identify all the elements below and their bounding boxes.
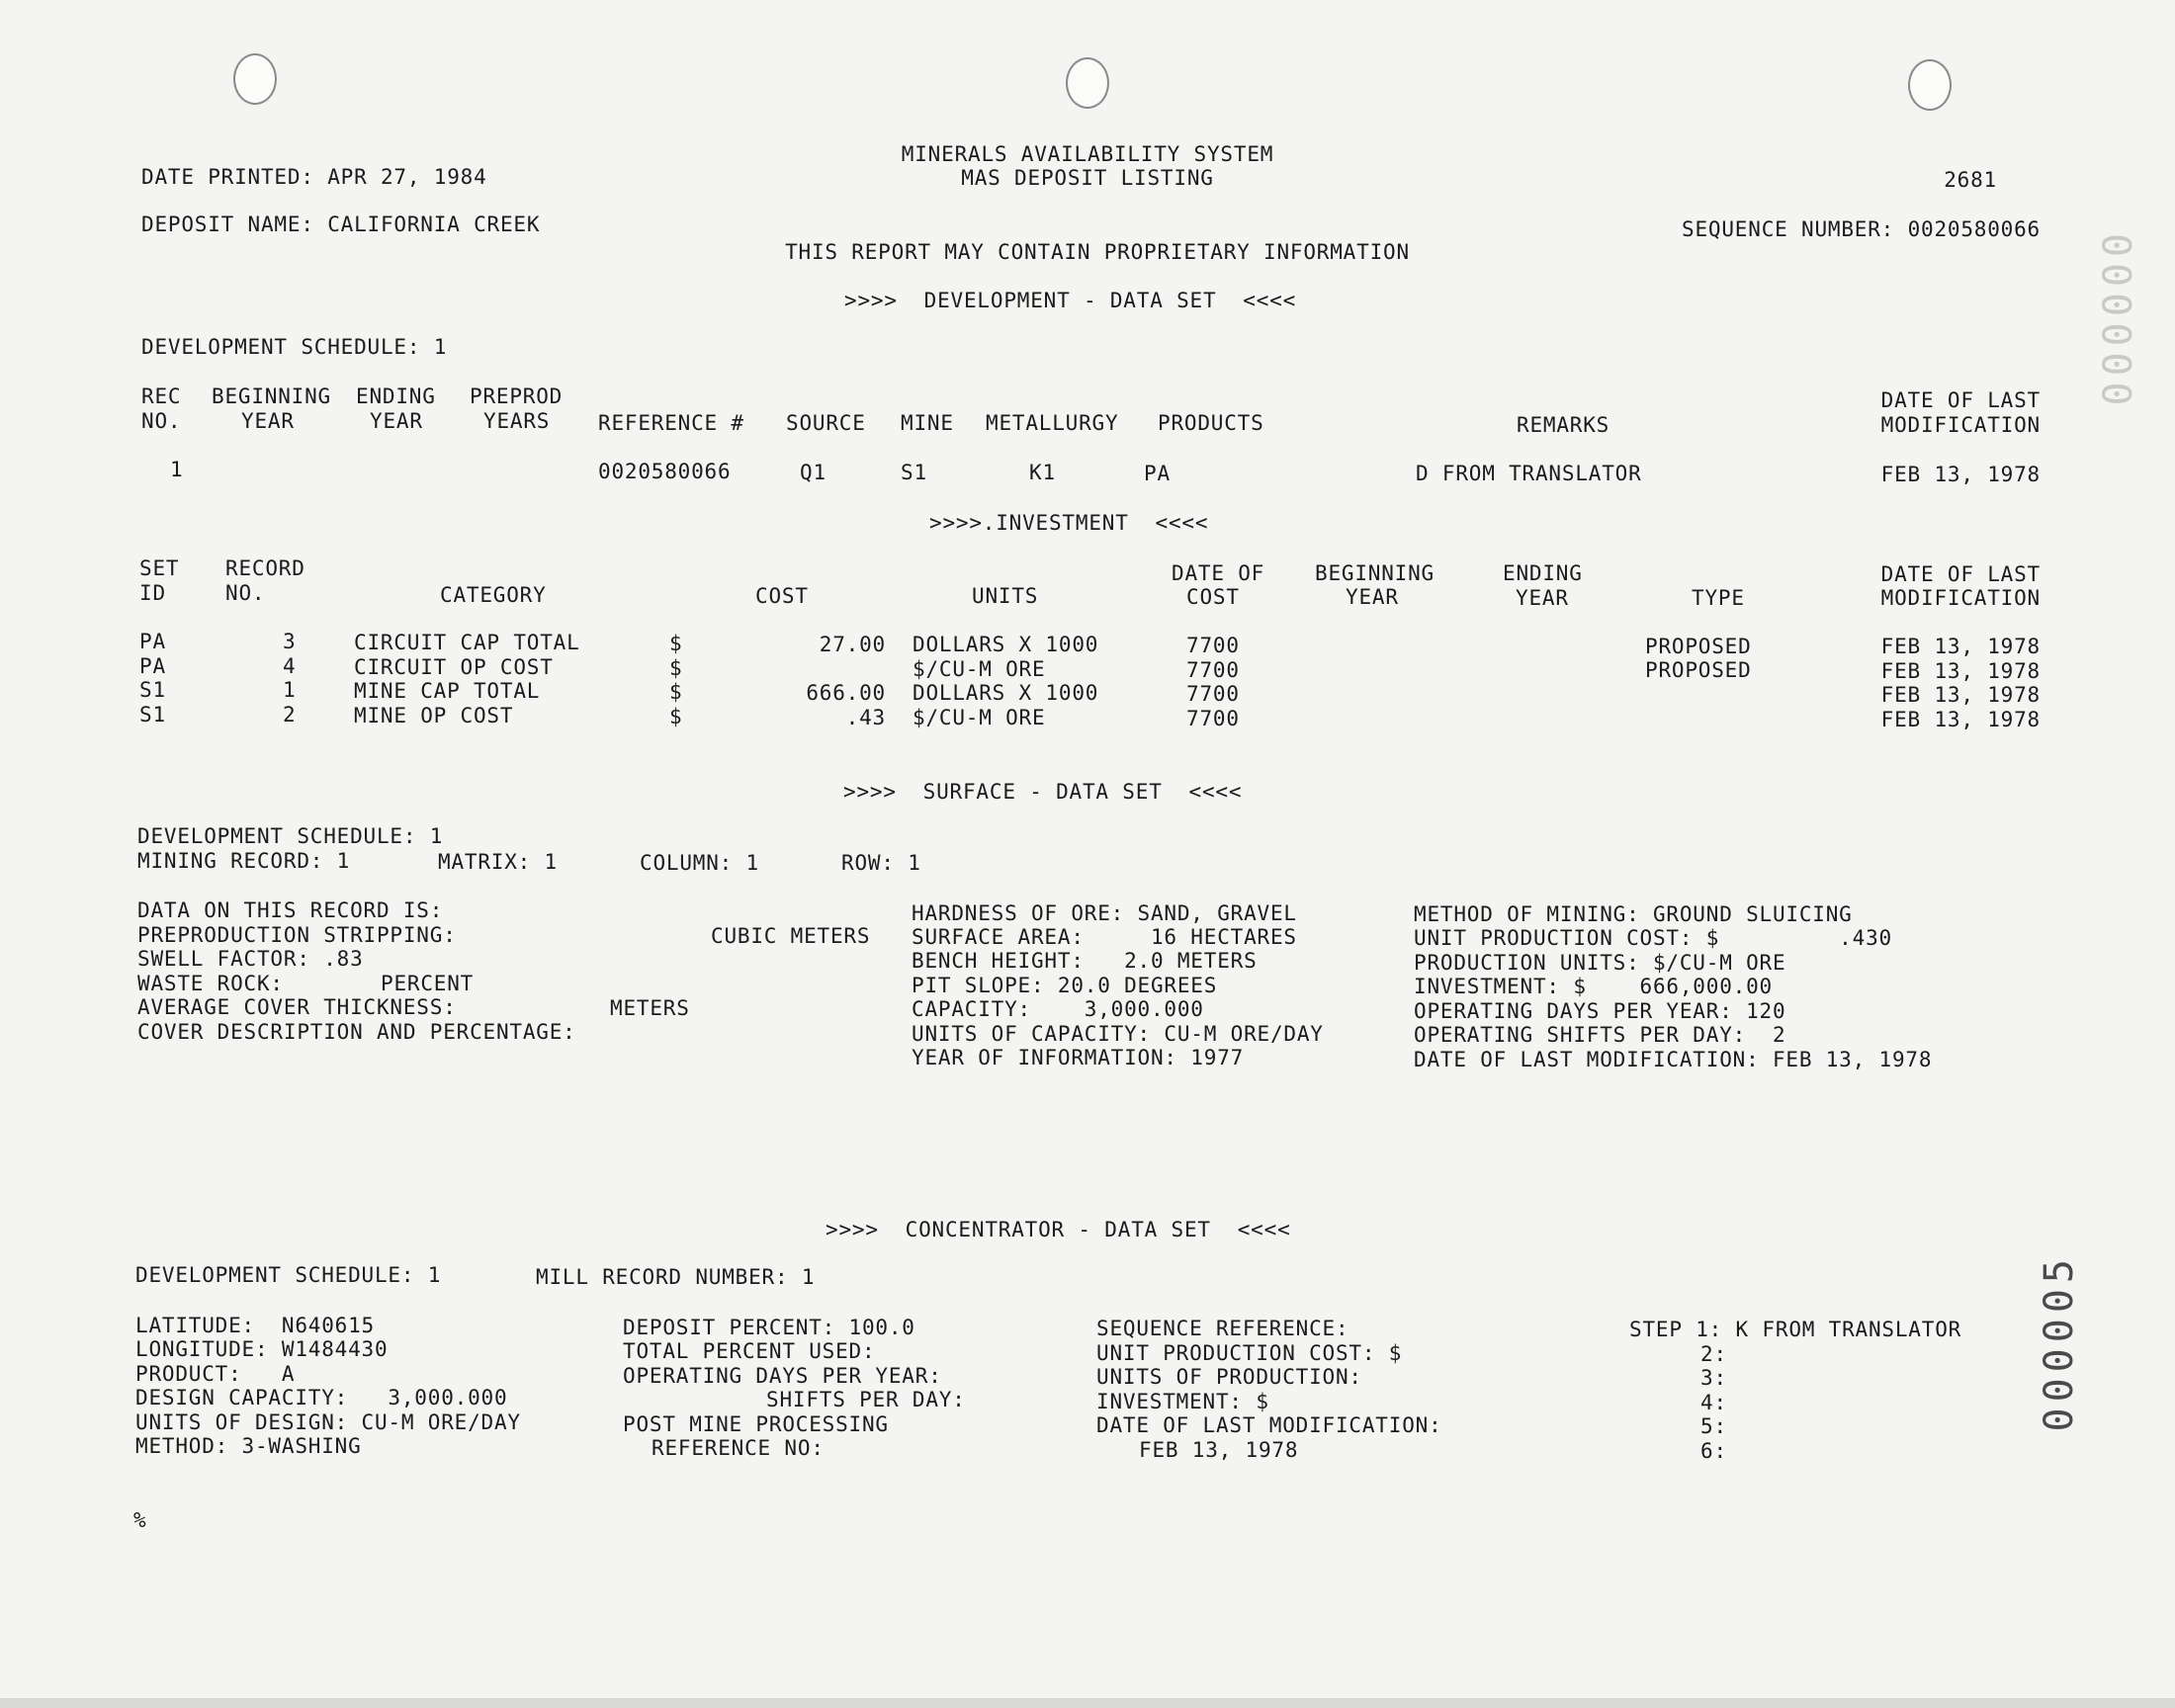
bench-height: BENCH HEIGHT: 2.0 METERS — [912, 949, 1258, 973]
investment-section-title: >>>>.INVESTMENT <<<< — [929, 511, 1209, 535]
waste-rock: WASTE ROCK: — [137, 972, 284, 995]
dev-header-metallurgy: METALLURGY — [986, 411, 1119, 435]
inv-row-currency: $ — [669, 680, 683, 704]
development-section-title: >>>> DEVELOPMENT - DATA SET <<<< — [844, 289, 1297, 312]
inv-row-currency: $ — [669, 656, 683, 680]
design-capacity: DESIGN CAPACITY: 3,000.000 — [135, 1386, 508, 1409]
inv-row-record: 2 — [283, 703, 297, 726]
latitude: LATITUDE: N640615 — [135, 1314, 375, 1337]
dev-header-remarks: REMARKS — [1517, 413, 1610, 437]
unit-production-cost: UNIT PRODUCTION COST: $ .430 — [1414, 926, 1892, 950]
inv-row-units: $/CU-M ORE — [913, 706, 1046, 729]
stripping-units: CUBIC METERS — [711, 924, 871, 948]
dev-header-source: SOURCE — [786, 411, 866, 435]
inv-row-date-of-cost: 7700 — [1186, 707, 1240, 730]
inv-header-record: RECORD — [225, 556, 305, 580]
dev-row-products: PA — [1144, 462, 1171, 485]
inv-row-set: PA — [139, 630, 166, 653]
pit-slope: PIT SLOPE: 20.0 DEGREES — [912, 974, 1218, 997]
dev-header-no: NO. — [141, 409, 182, 433]
inv-row-date: FEB 13, 1978 — [1880, 683, 2041, 707]
waste-rock-units: PERCENT — [381, 972, 475, 995]
inv-row-category: MINE OP COST — [354, 704, 514, 727]
inv-header-id: ID — [139, 581, 166, 605]
method: METHOD: 3-WASHING — [135, 1434, 362, 1458]
hardness-of-ore: HARDNESS OF ORE: SAND, GRAVEL — [912, 901, 1297, 925]
inv-row-category: MINE CAP TOTAL — [354, 679, 541, 703]
inv-row-record: 4 — [283, 654, 297, 678]
inv-row-type: PROPOSED — [1645, 635, 1752, 658]
units-of-capacity: UNITS OF CAPACITY: CU-M ORE/DAY — [912, 1022, 1324, 1046]
post-mine-processing: POST MINE PROCESSING — [623, 1412, 889, 1436]
surface-schedule: DEVELOPMENT SCHEDULE: 1 — [137, 824, 444, 848]
method-of-mining: METHOD OF MINING: GROUND SLUICING — [1414, 902, 1853, 926]
swell-factor: SWELL FACTOR: .83 — [137, 947, 364, 971]
page-bottom-edge — [0, 1698, 2175, 1708]
inv-row-currency: $ — [669, 705, 683, 728]
product: PRODUCT: A — [135, 1362, 296, 1386]
cover-units: METERS — [610, 996, 690, 1020]
proprietary-notice: THIS REPORT MAY CONTAIN PROPRIETARY INFORMATION — [785, 240, 1410, 264]
dev-header-rec: REC — [141, 384, 182, 408]
units-of-design: UNITS OF DESIGN: CU-M ORE/DAY — [135, 1410, 521, 1434]
total-percent-used: TOTAL PERCENT USED: — [623, 1339, 876, 1363]
dev-header-beginning-year: YEAR — [241, 409, 295, 433]
dev-row-reference: 0020580066 — [598, 460, 732, 483]
dev-row-mine: S1 — [901, 461, 927, 484]
dev-header-date-of-last: DATE OF LAST — [1880, 388, 2041, 412]
dev-header-beginning: BEGINNING — [212, 384, 331, 408]
step-5: 5: — [1700, 1414, 1727, 1438]
deposit-name: DEPOSIT NAME: CALIFORNIA CREEK — [141, 213, 541, 236]
punch-hole-left — [233, 53, 277, 105]
dev-row-date: FEB 13, 1978 — [1880, 463, 2041, 486]
system-title: MINERALS AVAILABILITY SYSTEM — [901, 142, 1274, 166]
dev-header-mine: MINE — [901, 411, 954, 435]
production-units: PRODUCTION UNITS: $/CU-M ORE — [1414, 951, 1786, 975]
longitude: LONGITUDE: W1484430 — [135, 1337, 389, 1361]
inv-header-date-of: DATE OF — [1172, 561, 1265, 585]
footer-percent-mark: % — [133, 1508, 147, 1532]
shifts-per-day: SHIFTS PER DAY: — [766, 1388, 966, 1411]
inv-header-units: UNITS — [972, 584, 1039, 608]
inv-header-date-cost: COST — [1186, 585, 1240, 609]
inv-row-record: 3 — [283, 630, 297, 653]
inv-row-units: $/CU-M ORE — [913, 657, 1046, 681]
inv-row-set: S1 — [139, 678, 166, 702]
inv-row-units: DOLLARS X 1000 — [913, 633, 1099, 656]
inv-row-cost: 27.00 — [819, 633, 886, 656]
dev-header-modification: MODIFICATION — [1880, 413, 2041, 437]
conc-investment: INVESTMENT: $ — [1096, 1390, 1269, 1413]
page-stamp-number: 000005 — [2037, 1253, 2082, 1432]
inv-header-cost: COST — [755, 584, 809, 608]
inv-row-date: FEB 13, 1978 — [1880, 659, 2041, 683]
faint-page-stamp: 000000 — [2096, 227, 2141, 406]
inv-header-date-of-last: DATE OF LAST — [1880, 562, 2041, 586]
inv-row-date-of-cost: 7700 — [1186, 682, 1240, 706]
inv-row-currency: $ — [669, 632, 683, 655]
inv-row-category: CIRCUIT CAP TOTAL — [354, 631, 580, 654]
mining-record: MINING RECORD: 1 — [137, 849, 351, 873]
inv-header-modification: MODIFICATION — [1880, 586, 2041, 610]
inv-header-beginning-year: YEAR — [1346, 585, 1399, 609]
units-of-production: UNITS OF PRODUCTION: — [1096, 1365, 1362, 1389]
step-1: STEP 1: K FROM TRANSLATOR — [1629, 1318, 1962, 1341]
inv-row-cost: 666.00 — [806, 681, 886, 705]
page-number: 2681 — [1944, 168, 1997, 192]
inv-header-category: CATEGORY — [440, 583, 547, 607]
step-6: 6: — [1700, 1439, 1727, 1463]
dev-header-ending-year: YEAR — [370, 409, 423, 433]
dev-row-remarks: D FROM TRANSLATOR — [1416, 462, 1642, 485]
data-on-record: DATA ON THIS RECORD IS: — [137, 898, 444, 922]
inv-row-cost: .43 — [845, 706, 886, 729]
reference-no: REFERENCE NO: — [652, 1436, 825, 1460]
inv-header-set: SET — [139, 556, 180, 580]
average-cover-thickness: AVERAGE COVER THICKNESS: — [137, 995, 457, 1019]
inv-row-date-of-cost: 7700 — [1186, 658, 1240, 682]
dev-row-rec: 1 — [170, 458, 184, 481]
step-4: 4: — [1700, 1391, 1727, 1414]
dev-header-preprod: PREPROD — [470, 384, 564, 408]
dev-header-reference: REFERENCE # — [598, 411, 744, 435]
operating-days: OPERATING DAYS PER YEAR: 120 — [1414, 999, 1786, 1023]
punch-hole-center — [1066, 57, 1109, 109]
conc-date-value: FEB 13, 1978 — [1139, 1438, 1299, 1462]
inv-header-ending-year: YEAR — [1516, 586, 1569, 610]
development-schedule: DEVELOPMENT SCHEDULE: 1 — [141, 335, 448, 359]
cover-description: COVER DESCRIPTION AND PERCENTAGE: — [137, 1020, 576, 1044]
inv-header-type: TYPE — [1692, 586, 1745, 610]
step-2: 2: — [1700, 1342, 1727, 1366]
inv-row-set: PA — [139, 654, 166, 678]
inv-row-type: PROPOSED — [1645, 658, 1752, 682]
mill-record-number: MILL RECORD NUMBER: 1 — [536, 1265, 816, 1289]
deposit-percent: DEPOSIT PERCENT: 100.0 — [623, 1316, 915, 1339]
inv-header-beginning: BEGINNING — [1315, 561, 1435, 585]
year-of-information: YEAR OF INFORMATION: 1977 — [912, 1046, 1245, 1069]
capacity: CAPACITY: 3,000.000 — [912, 997, 1204, 1021]
listing-title: MAS DEPOSIT LISTING — [961, 166, 1214, 190]
inv-row-category: CIRCUIT OP COST — [354, 655, 554, 679]
concentrator-schedule: DEVELOPMENT SCHEDULE: 1 — [135, 1263, 442, 1287]
matrix-value: MATRIX: 1 — [438, 850, 558, 874]
dev-header-preprod-years: YEARS — [483, 409, 551, 433]
dev-row-source: Q1 — [800, 461, 826, 484]
surface-date-last-mod: DATE OF LAST MODIFICATION: FEB 13, 1978 — [1414, 1048, 1933, 1071]
dev-header-ending: ENDING — [356, 384, 436, 408]
inv-header-ending: ENDING — [1503, 561, 1583, 585]
inv-row-set: S1 — [139, 703, 166, 726]
inv-header-no: NO. — [225, 581, 266, 605]
conc-unit-production-cost: UNIT PRODUCTION COST: $ — [1096, 1341, 1403, 1365]
concentrator-section-title: >>>> CONCENTRATOR - DATA SET <<<< — [826, 1218, 1291, 1241]
inv-row-record: 1 — [283, 678, 297, 702]
inv-row-units: DOLLARS X 1000 — [913, 681, 1099, 705]
dev-row-metallurgy: K1 — [1029, 461, 1056, 484]
step-3: 3: — [1700, 1366, 1727, 1390]
inv-row-date: FEB 13, 1978 — [1880, 708, 2041, 731]
investment-value: INVESTMENT: $ 666,000.00 — [1414, 975, 1773, 998]
date-printed: DATE PRINTED: APR 27, 1984 — [141, 165, 487, 189]
inv-row-date-of-cost: 7700 — [1186, 634, 1240, 657]
column-value: COLUMN: 1 — [640, 851, 759, 875]
surface-section-title: >>>> SURFACE - DATA SET <<<< — [843, 780, 1243, 804]
surface-area: SURFACE AREA: 16 HECTARES — [912, 925, 1297, 949]
punch-hole-right — [1908, 59, 1952, 111]
conc-date-last-mod: DATE OF LAST MODIFICATION: — [1096, 1413, 1442, 1437]
sequence-reference: SEQUENCE REFERENCE: — [1096, 1317, 1349, 1340]
operating-days-per-year: OPERATING DAYS PER YEAR: — [623, 1364, 942, 1388]
row-value: ROW: 1 — [841, 851, 921, 875]
dev-header-products: PRODUCTS — [1158, 411, 1264, 435]
inv-row-date: FEB 13, 1978 — [1880, 635, 2041, 658]
operating-shifts: OPERATING SHIFTS PER DAY: 2 — [1414, 1023, 1786, 1047]
sequence-number: SEQUENCE NUMBER: 0020580066 — [1682, 217, 2041, 241]
preproduction-stripping: PREPRODUCTION STRIPPING: — [137, 923, 457, 947]
